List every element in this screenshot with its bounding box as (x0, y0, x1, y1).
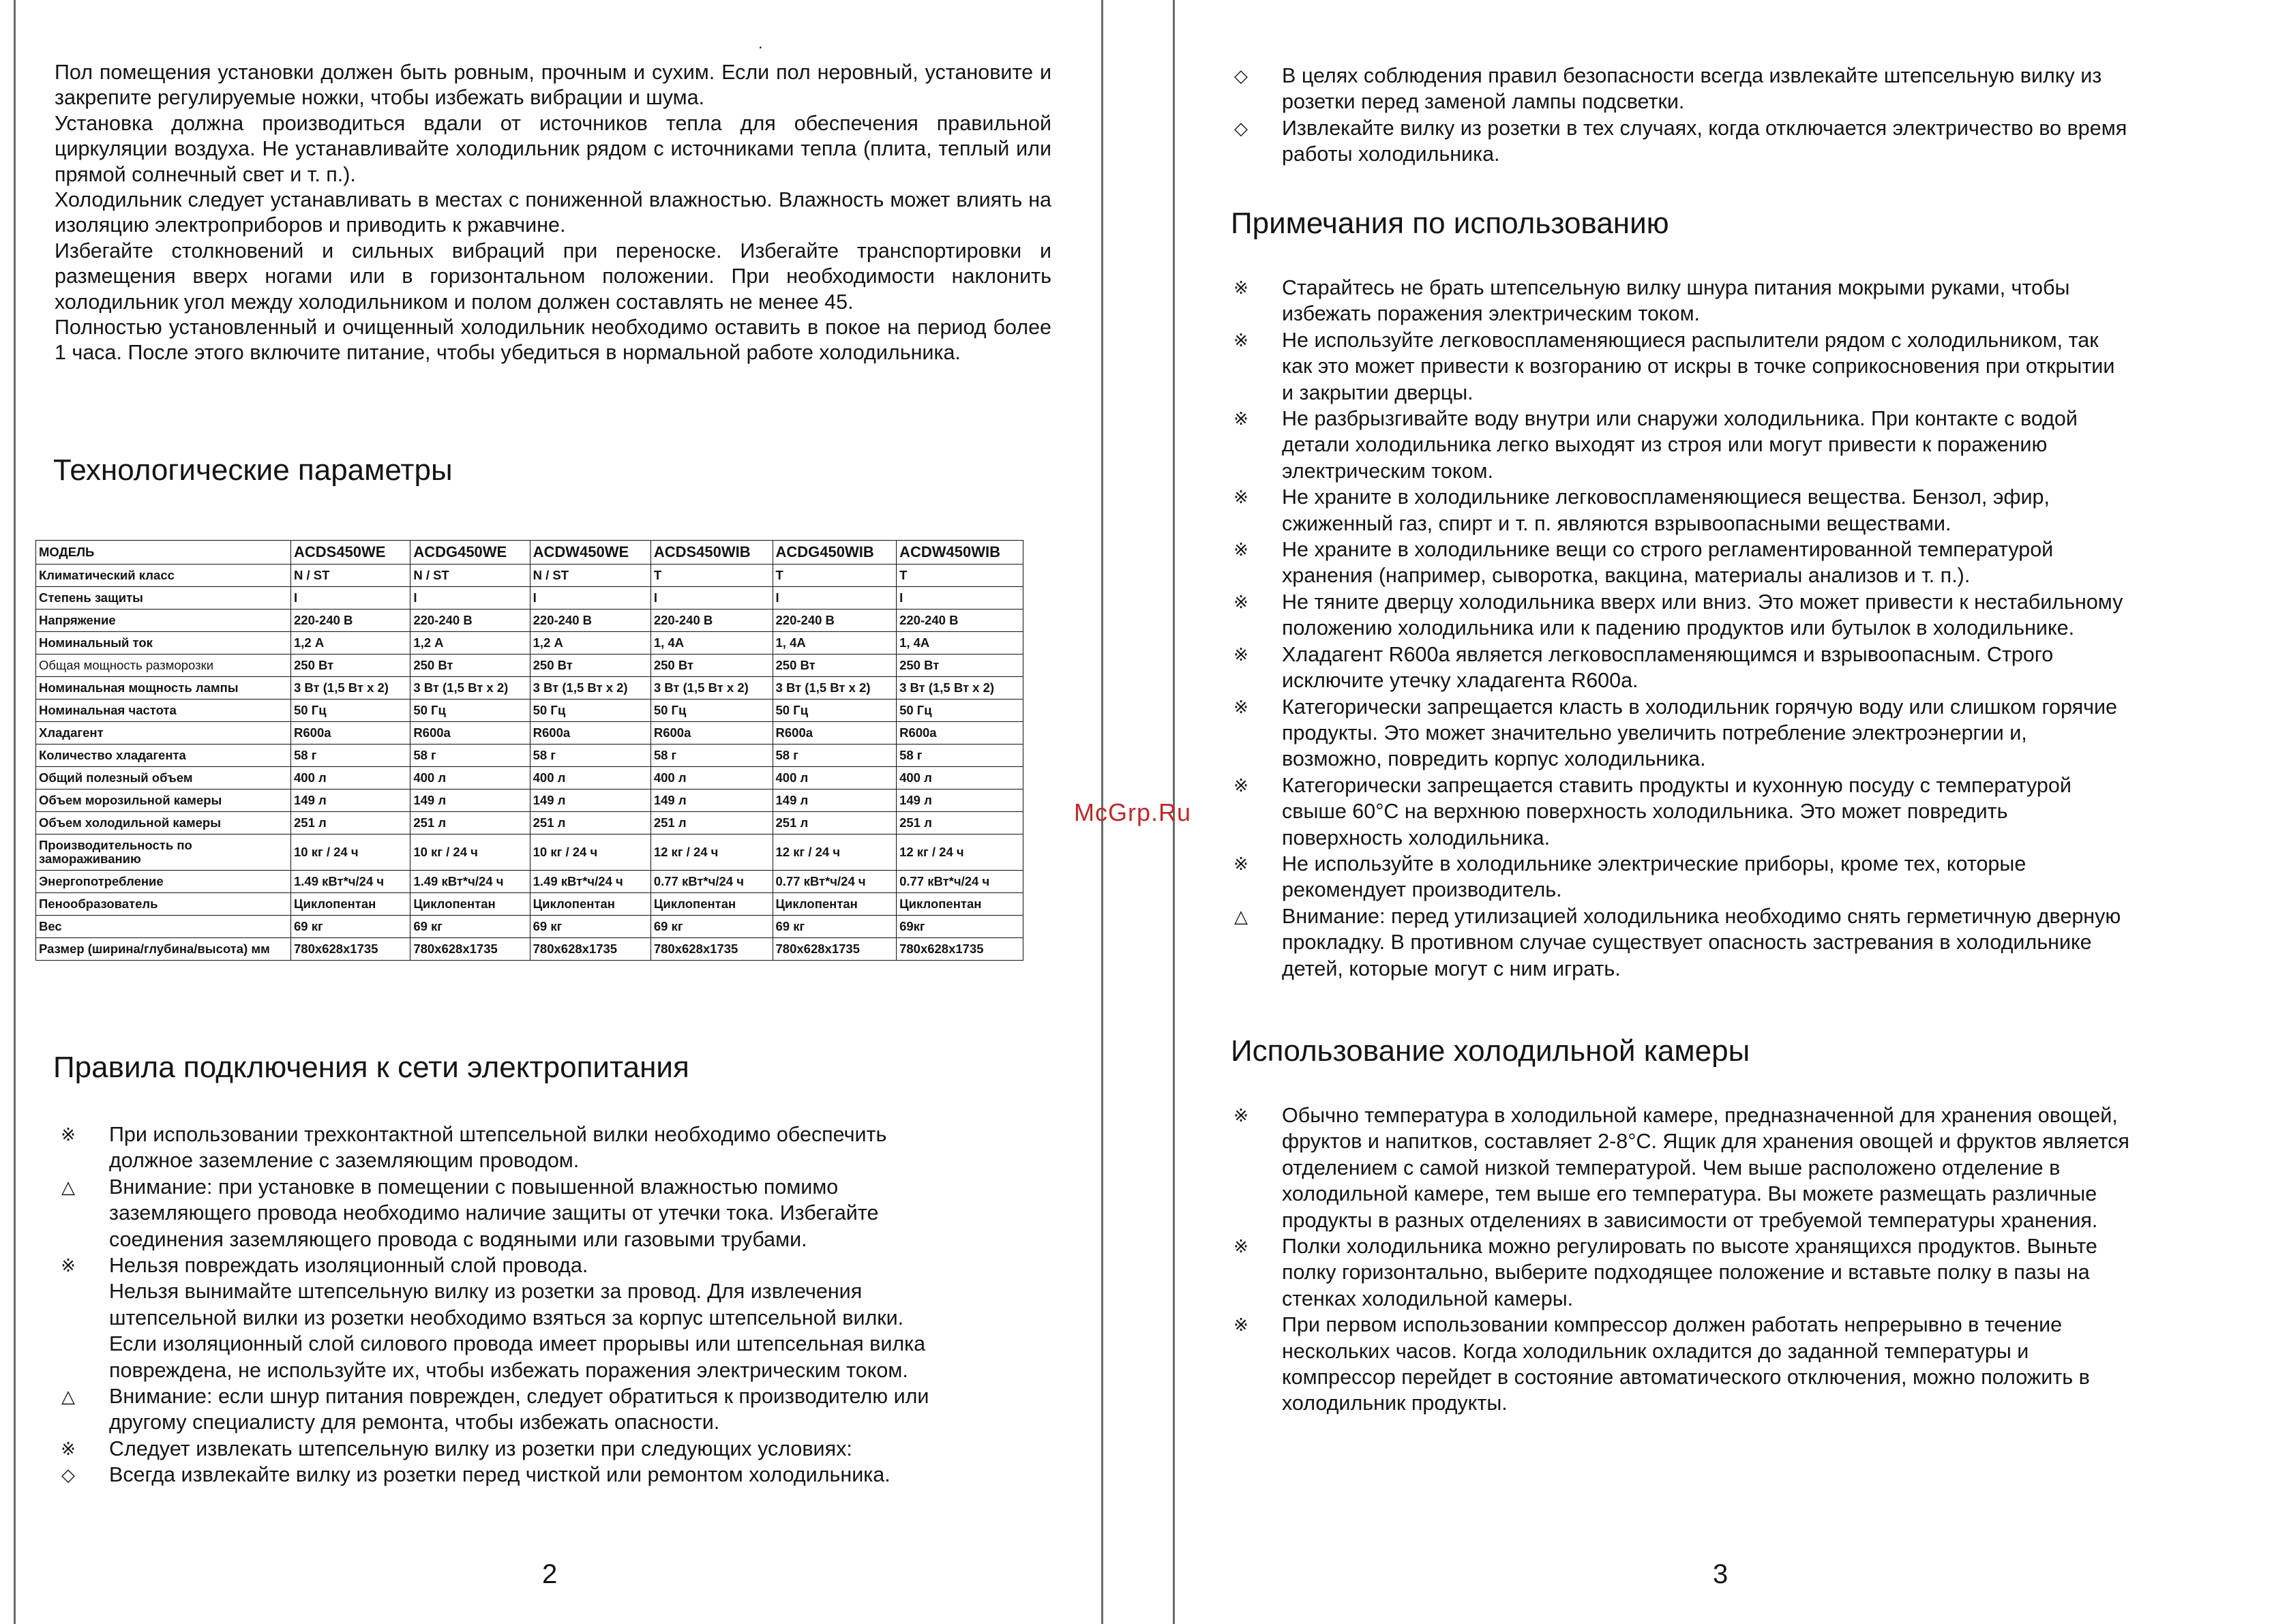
list-item (1227, 537, 2236, 589)
fridge-use-title: Использование холодильной камеры (1231, 1034, 1750, 1068)
table-cell: 12 кг / 24 ч (773, 834, 897, 871)
table-cell: N / ST (291, 565, 410, 587)
table-row (36, 834, 1023, 871)
table-row-label: Напряжение (36, 610, 291, 632)
table-cell: 400 л (773, 767, 897, 790)
table-row-label: Номинальная мощность лампы (36, 677, 291, 700)
table-cell: 251 л (650, 812, 773, 834)
list-item (55, 1174, 1077, 1252)
table-row-label: Количество хладагента (36, 745, 291, 767)
table-cell: 3 Вт (1,5 Вт х 2) (410, 677, 530, 700)
power-rules-list (55, 1122, 1077, 1488)
table-cell: 58 г (410, 745, 530, 767)
table-cell: 250 Вт (530, 655, 650, 677)
text-line: нескольких часов. Когда холодильник охладится до заданной температуры и (1282, 1339, 2029, 1363)
text-line: соединения заземляющего провода с водяными или газовыми трубами. (109, 1227, 807, 1251)
table-cell: 0.77 кВт*ч/24 ч (773, 871, 897, 893)
table-cell: 250 Вт (291, 655, 410, 677)
list-item (1227, 327, 2236, 406)
list-item-text (109, 1174, 1077, 1252)
reference-mark-icon: ※ (1233, 644, 1248, 665)
table-row-label: Общий полезный объем (36, 767, 291, 790)
usage-notes-title: Примечания по использованию (1231, 207, 1669, 240)
table-cell: T (773, 565, 897, 587)
text-line: Всегда извлекайте вилку из розетки перед чисткой или ремонтом холодильника. (109, 1463, 891, 1487)
text-line: штепсельной вилки из розетки необходимо взяться за корпус штепсельной вилки. (109, 1306, 904, 1329)
table-row-label: Размер (ширина/глубина/высота) мм (36, 938, 291, 961)
diamond-bullet-icon: ◇ (1234, 117, 1248, 138)
table-cell: 1.49 кВт*ч/24 ч (291, 871, 410, 893)
reference-mark-icon: ※ (1233, 1314, 1248, 1336)
usage-notes-list (1227, 275, 2236, 982)
text-line: Следует извлекать штепсельную вилку из розетки при следующих условиях: (109, 1437, 852, 1460)
table-row-label: Объем холодильной камеры (36, 812, 291, 834)
table-cell: R600a (410, 722, 530, 745)
list-item-text (109, 1436, 1077, 1462)
text-line: полку горизонтально, выберите подходящее положение и вставьте полку в пазы на (1282, 1261, 2090, 1284)
table-cell: 149 л (897, 790, 1023, 812)
table-cell: R600a (897, 722, 1023, 745)
text-line: Если изоляционный слой силового провода имеет прорывы или штепсельная вилка (109, 1332, 926, 1356)
table-cell: I (530, 587, 650, 610)
text-line: заземляющего провода необходимо наличие защиты от утечки тока. Избегайте (109, 1201, 879, 1225)
table-cell: I (897, 587, 1023, 610)
list-item (1227, 115, 2236, 168)
text-line: положению холодильника или к падению продуктов или бутылок в холодильнике. (1282, 616, 2075, 640)
table-cell: 251 л (530, 812, 650, 834)
table-cell: 220-240 В (773, 610, 897, 632)
list-item (1227, 1312, 2236, 1417)
reference-mark-icon: ※ (1233, 591, 1248, 612)
intro-text (55, 60, 1051, 366)
text-line: и закрытии дверцы. (1282, 380, 1473, 404)
table-cell: I (410, 587, 530, 610)
list-item (1227, 772, 2236, 851)
warning-triangle-icon: △ (61, 1176, 75, 1197)
diamond-bullet-icon: ◇ (1234, 65, 1248, 86)
text-line: Внимание: если шнур питания поврежден, следует обратиться к производителю или (109, 1385, 929, 1409)
list-item (1227, 1102, 2236, 1233)
table-row-label: Пенообразователь (36, 893, 291, 916)
list-item-text (1282, 694, 2236, 772)
list-item-text (1282, 772, 2236, 851)
table-cell: 1,2 А (530, 632, 650, 655)
reference-mark-icon: ※ (1233, 696, 1248, 717)
table-cell: Циклопентан (530, 893, 650, 916)
table-cell: 10 кг / 24 ч (530, 834, 650, 871)
table-row-label: Общая мощность разморозки (36, 655, 291, 677)
text-line: При первом использовании компрессор должен работать непрерывно в течение (1282, 1313, 2063, 1337)
list-item-text (1282, 1233, 2236, 1312)
text-line: возможно, повредить корпус холодильника. (1282, 747, 1706, 771)
safety-list (1227, 63, 2236, 168)
table-cell: 1,2 А (291, 632, 410, 655)
list-item-text (109, 1252, 1077, 1383)
table-cell: 400 л (897, 767, 1023, 790)
list-item (1227, 1233, 2236, 1312)
table-row (36, 745, 1023, 767)
table-cell: 58 г (530, 745, 650, 767)
table-cell: 3 Вт (1,5 Вт х 2) (291, 677, 410, 700)
table-row-label: Номинальная частота (36, 700, 291, 722)
list-item (1227, 694, 2236, 772)
text-line: детей, которые могут с ним играть. (1282, 957, 1621, 980)
intro-paragraph: Холодильник следует устанавливать в местах с пониженной влажностью. Влажность может влиять на изоляцию электроприборов и приводить к ржавчине. (55, 188, 1051, 237)
list-item (1227, 63, 2236, 115)
text-line: Не используйте в холодильнике электрические приборы, кроме тех, которые (1282, 852, 2026, 875)
table-cell: 149 л (773, 790, 897, 812)
text-line: Хладагент R600a является легковоспламеняющимся и взрывоопасным. Строго (1282, 642, 2054, 666)
page-number-right: 3 (1713, 1559, 1729, 1589)
text-line: детали холодильника легко выходят из строя или могут привести к поражению (1282, 433, 2048, 457)
table-cell: 50 Гц (530, 700, 650, 722)
table-row (36, 938, 1023, 961)
text-line: прокладку. В противном случае существует опасность застревания в холодильнике (1282, 931, 2092, 954)
table-cell: 50 Гц (291, 700, 410, 722)
list-item-text (109, 1383, 1077, 1436)
text-line: Нельзя повреждать изоляционный слой провода. (109, 1254, 588, 1278)
table-cell: 1,2 А (410, 632, 530, 655)
text-line: розетки перед заменой лампы подсветки. (1282, 90, 1685, 114)
table-cell: 220-240 В (530, 610, 650, 632)
table-row (36, 722, 1023, 745)
reference-mark-icon: ※ (1233, 329, 1248, 350)
table-cell: ACDG450WE (410, 541, 530, 565)
table-cell: 58 г (773, 745, 897, 767)
table-cell: 69кг (897, 916, 1023, 938)
text-line: Нельзя вынимайте штепсельную вилку из розетки за провод. Для извлечения (109, 1280, 863, 1304)
reference-mark-icon: ※ (61, 1438, 76, 1459)
warning-triangle-icon: △ (1234, 905, 1248, 927)
table-cell: ACDS450WIB (650, 541, 773, 565)
table-cell: R600a (291, 722, 410, 745)
reference-mark-icon: ※ (1233, 1236, 1248, 1257)
table-cell: 10 кг / 24 ч (291, 834, 410, 871)
table-row (36, 700, 1023, 722)
text-line: хранения (например, сыворотка, вакцина, материалы анализов и т. п.). (1282, 564, 1971, 588)
text-line: другому специалисту для ремонта, чтобы избежать опасности. (109, 1411, 720, 1434)
table-cell: 251 л (897, 812, 1023, 834)
table-row-label: МОДЕЛЬ (36, 541, 291, 565)
table-cell: 69 кг (530, 916, 650, 938)
list-item-text (1282, 537, 2236, 589)
text-line: работы холодильника. (1282, 142, 1500, 166)
table-row (36, 790, 1023, 812)
text-line: Извлекайте вилку из розетки в тех случаях, когда отключается электричество во время (1282, 116, 2127, 140)
table-cell: Циклопентан (897, 893, 1023, 916)
table-cell: 50 Гц (897, 700, 1023, 722)
table-row-label: Энергопотребление (36, 871, 291, 893)
table-cell: 50 Гц (773, 700, 897, 722)
intro-paragraph: Пол помещения установки должен быть ровным, прочным и сухим. Если пол неровный, установите и закрепите регулируемые ножки, чтобы избежать вибрации и шума. (55, 61, 1051, 110)
list-item-text (109, 1122, 1077, 1174)
table-cell: I (773, 587, 897, 610)
text-line: Не храните в холодильнике легковоспламеняющиеся вещества. Бензол, эфир, (1282, 485, 2050, 509)
list-item (55, 1383, 1077, 1436)
text-line: избежать поражения электрическим током. (1282, 302, 1701, 326)
reference-mark-icon: ※ (61, 1124, 76, 1145)
list-item (1227, 589, 2236, 642)
text-line: должное заземление с заземляющим проводом. (109, 1149, 580, 1173)
list-item (1227, 275, 2236, 327)
text-line: свыше 60°С на верхнюю поверхность холодильника. Это может повредить (1282, 800, 2008, 824)
tech-params-title: Технологические параметры (53, 453, 453, 487)
list-item (55, 1252, 1077, 1383)
list-item (55, 1462, 1077, 1488)
power-rules-title: Правила подключения к сети электропитания (53, 1051, 689, 1084)
text-line: продукты. Это может значительно увеличить потребление электроэнергии и, (1282, 721, 2027, 745)
table-cell: 149 л (291, 790, 410, 812)
text-line: Старайтесь не брать штепсельную вилку шнура питания мокрыми руками, чтобы (1282, 276, 2070, 299)
list-item-text (1282, 275, 2236, 327)
text-line: Не храните в холодильнике вещи со строго регламентированной температурой (1282, 538, 2054, 562)
list-item-text (1282, 327, 2236, 406)
table-cell: ACDW450WIB (897, 541, 1023, 565)
table-cell: R600a (773, 722, 897, 745)
table-cell: 1, 4А (897, 632, 1023, 655)
text-line: продукты в разных отделениях в зависимости от требуемой температуры хранения. (1282, 1208, 2098, 1232)
list-item (1227, 406, 2236, 484)
text-line: как это может привести к возгоранию от искры в точке соприкосновения при открытии (1282, 355, 2115, 378)
table-cell: 58 г (897, 745, 1023, 767)
intro-paragraph: Установка должна производиться вдали от источников тепла для обеспечения правильной циркуляции воздуха. Не устанавливайте холодильник рядом с источниками тепла (плита, теплый или прямой солнечный свет и т. п.). (55, 111, 1051, 186)
table-cell: R600a (530, 722, 650, 745)
list-item (55, 1436, 1077, 1462)
text-line: повреждена, не используйте их, чтобы избежать поражения электрическим током. (109, 1358, 908, 1382)
table-cell: 780x628x1735 (650, 938, 773, 961)
table-cell: 251 л (773, 812, 897, 834)
text-line: Обычно температура в холодильной камере, предназначенной для хранения овощей, (1282, 1104, 2118, 1127)
text-line: отделением с самой низкой температурой. Чем выше расположено отделение в (1282, 1156, 2061, 1179)
text-line: рекомендует производитель. (1282, 878, 1562, 902)
text-line: Категорически запрещается класть в холодильник горячую воду или слишком горячие (1282, 695, 2117, 719)
table-cell: I (650, 587, 773, 610)
text-line: Полки холодильника можно регулировать по высоте хранящихся продуктов. Выньте (1282, 1235, 2097, 1259)
table-cell: 220-240 В (650, 610, 773, 632)
table-header-row (36, 541, 1023, 565)
reference-mark-icon: ※ (1233, 487, 1248, 508)
table-row (36, 587, 1023, 610)
table-cell: 1.49 кВт*ч/24 ч (410, 871, 530, 893)
table-row (36, 565, 1023, 587)
table-cell: 251 л (410, 812, 530, 834)
list-item (1227, 484, 2236, 537)
table-cell: 1, 4А (773, 632, 897, 655)
table-cell: 12 кг / 24 ч (650, 834, 773, 871)
table-cell: 69 кг (410, 916, 530, 938)
table-cell: R600a (650, 722, 773, 745)
list-item (1227, 851, 2236, 903)
list-item-text (109, 1462, 1077, 1488)
table-row (36, 655, 1023, 677)
text-line: При использовании трехконтактной штепсельной вилки необходимо обеспечить (109, 1123, 887, 1146)
table-row (36, 871, 1023, 893)
table-cell: 250 Вт (773, 655, 897, 677)
table-cell: 69 кг (650, 916, 773, 938)
reference-mark-icon: ※ (1233, 539, 1248, 560)
table-cell: 50 Гц (410, 700, 530, 722)
text-line: поверхность холодильника. (1282, 826, 1551, 849)
reference-mark-icon: ※ (1233, 408, 1248, 430)
table-cell: N / ST (530, 565, 650, 587)
table-row (36, 610, 1023, 632)
text-line: компрессор перейдет в состояние автоматического отключения, можно положить в (1282, 1366, 2090, 1389)
list-item (1227, 642, 2236, 694)
table-cell: ACDW450WE (530, 541, 650, 565)
table-cell: 780x628x1735 (773, 938, 897, 961)
text-line: сжиженный газ, спирт и т. п. являются взрывоопасными веществами. (1282, 511, 1951, 535)
text-line: В целях соблюдения правил безопасности всегда извлекайте штепсельную вилку из (1282, 64, 2102, 87)
text-line: Внимание: при установке в помещении с повышенной влажностью помимо (109, 1175, 839, 1199)
table-cell: 69 кг (291, 916, 410, 938)
table-cell: Циклопентан (773, 893, 897, 916)
list-item-text (1282, 642, 2236, 694)
table-cell: 3 Вт (1,5 Вт х 2) (897, 677, 1023, 700)
table-row (36, 812, 1023, 834)
table-cell: 149 л (650, 790, 773, 812)
spec-table (35, 540, 1023, 961)
table-cell: 58 г (291, 745, 410, 767)
table-cell: 400 л (410, 767, 530, 790)
table-cell: I (291, 587, 410, 610)
table-row-label: Объем морозильной камеры (36, 790, 291, 812)
table-cell: T (897, 565, 1023, 587)
table-cell: 220-240 В (291, 610, 410, 632)
reference-mark-icon: ※ (61, 1255, 76, 1276)
table-row (36, 893, 1023, 916)
table-cell: 780x628x1735 (530, 938, 650, 961)
intro-paragraph: Полностью установленный и очищенный холодильник необходимо оставить в покое на период более 1 часа. После этого включите питание, чтобы убедиться в нормальной работе холодильника. (55, 316, 1051, 365)
list-item-text (1282, 1312, 2236, 1417)
table-row (36, 916, 1023, 938)
reference-mark-icon: ※ (1233, 853, 1248, 874)
table-cell: 220-240 В (410, 610, 530, 632)
table-row (36, 632, 1023, 655)
list-item-text (1282, 589, 2236, 642)
table-cell: Циклопентан (291, 893, 410, 916)
warning-triangle-icon: △ (61, 1386, 75, 1407)
table-cell: 149 л (530, 790, 650, 812)
reference-mark-icon: ※ (1233, 775, 1248, 796)
table-cell: N / ST (410, 565, 530, 587)
list-item (1227, 903, 2236, 982)
table-cell: 50 Гц (650, 700, 773, 722)
table-cell: 12 кг / 24 ч (897, 834, 1023, 871)
table-cell: 149 л (410, 790, 530, 812)
text-line: Не тяните дверцу холодильника вверх или вниз. Это может привести к нестабильному (1282, 590, 2123, 614)
table-row-label: Хладагент (36, 722, 291, 745)
table-row-label: Степень защиты (36, 587, 291, 610)
table-cell: Циклопентан (410, 893, 530, 916)
table-cell: 400 л (291, 767, 410, 790)
table-cell: 69 кг (773, 916, 897, 938)
intro-paragraph: Избегайте столкновений и сильных вибраций при переноске. Избегайте транспортировки и размещения вверх ногами или в горизонтальном положении. При необходимости наклонить холодильник угол между холодильником и полом должен составлять не менее 45. (55, 239, 1051, 314)
text-line: холодильной камере, тем выше его температура. Вы можете размещать различные (1282, 1182, 2097, 1206)
text-line: исключите утечку хладагента R600a. (1282, 669, 1639, 693)
text-line: холодильник продукты. (1282, 1392, 1508, 1415)
table-row-label: Вес (36, 916, 291, 938)
table-cell: 400 л (650, 767, 773, 790)
table-row (36, 767, 1023, 790)
table-row-label: Климатический класс (36, 565, 291, 587)
table-cell: 780x628x1735 (410, 938, 530, 961)
table-cell: 0.77 кВт*ч/24 ч (650, 871, 773, 893)
table-row-label: Номинальный ток (36, 632, 291, 655)
table-cell: 250 Вт (897, 655, 1023, 677)
page-number-left: 2 (542, 1559, 558, 1589)
table-row (36, 677, 1023, 700)
text-line: Внимание: перед утилизацией холодильника необходимо снять герметичную дверную (1282, 904, 2121, 928)
list-item-text (1282, 484, 2236, 537)
text-line: Не используйте легковоспламеняющиеся распылители рядом с холодильником, так (1282, 328, 2099, 352)
table-cell: 220-240 В (897, 610, 1023, 632)
list-item-text (1282, 63, 2236, 115)
table-cell: 3 Вт (1,5 Вт х 2) (650, 677, 773, 700)
table-cell: 1.49 кВт*ч/24 ч (530, 871, 650, 893)
list-item-text (1282, 115, 2236, 168)
list-item-text (1282, 1102, 2236, 1233)
list-item (55, 1122, 1077, 1174)
text-line: Категорически запрещается ставить продукты и кухонную посуду с температурой (1282, 773, 2071, 797)
table-cell: 780x628x1735 (897, 938, 1023, 961)
watermark: McGrp.Ru (1074, 798, 1192, 826)
table-cell: 250 Вт (410, 655, 530, 677)
table-cell: 250 Вт (650, 655, 773, 677)
list-item-text (1282, 851, 2236, 903)
text-line: стенках холодильной камеры. (1282, 1287, 1574, 1310)
table-cell: 251 л (291, 812, 410, 834)
text-line: фруктов и напитков, составляет 2-8°С. Ящик для хранения овощей и фруктов является (1282, 1130, 2129, 1154)
table-cell: 0.77 кВт*ч/24 ч (897, 871, 1023, 893)
table-cell: ACDS450WE (291, 541, 410, 565)
table-cell: 780x628x1735 (291, 938, 410, 961)
table-cell: ACDG450WIB (773, 541, 897, 565)
fridge-use-list (1227, 1102, 2236, 1417)
table-cell: 10 кг / 24 ч (410, 834, 530, 871)
table-row-label: Производительность по замораживанию (36, 834, 291, 871)
text-line: Не разбрызгивайте воду внутри или снаружи холодильника. При контакте с водой (1282, 407, 2078, 431)
text-line: электрическим током. (1282, 459, 1493, 483)
table-cell: T (650, 565, 773, 587)
table-cell: 58 г (650, 745, 773, 767)
table-cell: 3 Вт (1,5 Вт х 2) (530, 677, 650, 700)
top-mark: . (758, 34, 763, 52)
table-cell: 3 Вт (1,5 Вт х 2) (773, 677, 897, 700)
table-cell: Циклопентан (650, 893, 773, 916)
reference-mark-icon: ※ (1233, 1105, 1248, 1126)
list-item-text (1282, 903, 2236, 982)
table-cell: 400 л (530, 767, 650, 790)
list-item-text (1282, 406, 2236, 484)
reference-mark-icon: ※ (1233, 277, 1248, 298)
diamond-bullet-icon: ◇ (61, 1464, 75, 1486)
table-cell: 1, 4А (650, 632, 773, 655)
